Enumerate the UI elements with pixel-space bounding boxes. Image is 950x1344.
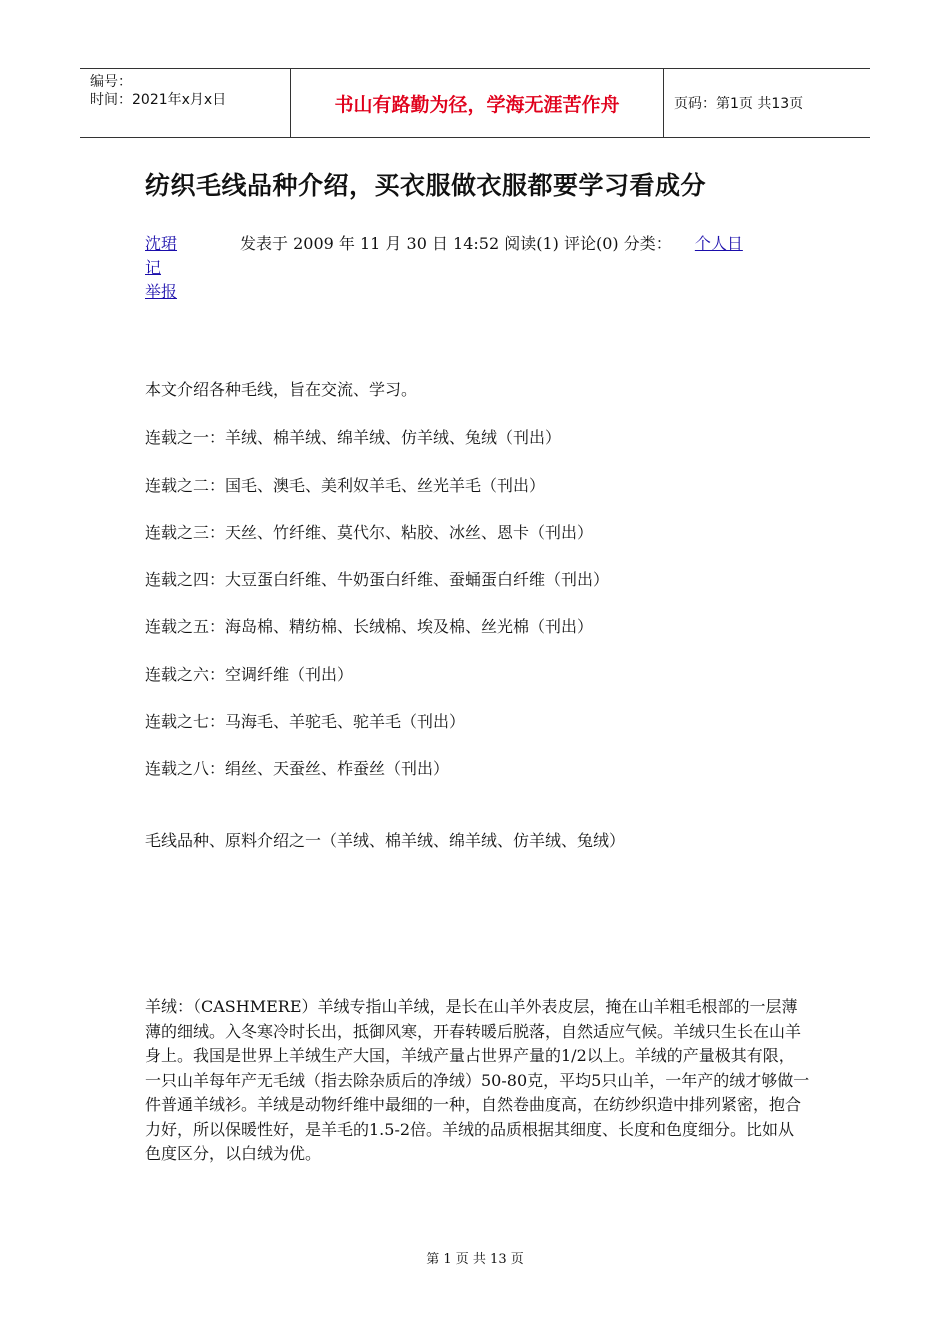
series-item: 连载之七：马海毛、羊驼毛、驼羊毛（刊出）: [145, 712, 466, 731]
series-item: 连载之八：绢丝、天蚕丝、柞蚕丝（刊出）: [145, 759, 450, 778]
report-link[interactable]: 举报: [145, 282, 178, 301]
intro-text: 本文介绍各种毛线，旨在交流、学习。: [145, 380, 418, 399]
page-info: 页码：第1页 共13页: [674, 96, 804, 112]
body-paragraph: 羊绒：（CASHMERE）羊绒专指山羊绒，是长在山羊外表皮层，掩在山羊粗毛根部的一层薄薄的细绒。入冬寒冷时长出，抵御风寒，开春转暖后脱落，自然适应气候。羊绒只生长在山羊身上。我国是世界上羊绒生产大国，羊绒产量占世界产量的1/2以上。羊绒的产量极其有限，一只山羊每年产无毛绒（指去除杂质后的净绒）50-80克，平均5只山羊，一年产的绒才够做一件普通羊绒衫。羊绒是动物纤维中最细的一种，自然卷曲度高，在纺纱织造中排列紧密，抱合力好，所以保暖性好，是羊毛的1.5-2倍。羊绒的品质根据其细度、长度和色度细分。比如从色度区分，以白绒为优。: [145, 997, 810, 1163]
motto: 书山有路勤为径，学海无涯苦作舟: [290, 69, 664, 137]
article-title: 纺织毛线品种介绍，买衣服做衣服都要学习看成分: [145, 171, 707, 200]
time-label: 时间：2021年x月x日: [90, 92, 227, 108]
header-info: [80, 69, 290, 137]
post-meta: [240, 232, 743, 256]
number-label: 编号：: [90, 74, 132, 90]
meta-text: 发表于 2009 年 11 月 30 日 14:52 阅读(1) 评论(0) 分类：: [240, 234, 672, 253]
category-link[interactable]: 个人日: [694, 234, 743, 253]
series-item: 连载之二：国毛、澳毛、美利奴羊毛、丝光羊毛（刊出）: [145, 476, 546, 495]
series-item: 连载之三：天丝、竹纤维、莫代尔、粘胶、冰丝、恩卡（刊出）: [145, 523, 594, 542]
page-footer: 第 1 页 共 13 页: [426, 1252, 524, 1267]
series-item: 连载之六：空调纤维（刊出）: [145, 665, 354, 684]
author-block: [145, 232, 185, 304]
section-heading: 毛线品种、原料介绍之一（羊绒、棉羊绒、绵羊绒、仿羊绒、兔绒）: [145, 831, 626, 850]
series-item: 连载之四：大豆蛋白纤维、牛奶蛋白纤维、蚕蛹蛋白纤维（刊出）: [145, 570, 610, 589]
series-item: 连载之一：羊绒、棉羊绒、绵羊绒、仿羊绒、兔绒（刊出）: [145, 428, 562, 447]
series-item: 连载之五：海岛棉、精纺棉、长绒棉、埃及棉、丝光棉（刊出）: [145, 617, 594, 636]
author-link[interactable]: 沈珺记: [145, 234, 178, 277]
document-header: [80, 68, 870, 138]
